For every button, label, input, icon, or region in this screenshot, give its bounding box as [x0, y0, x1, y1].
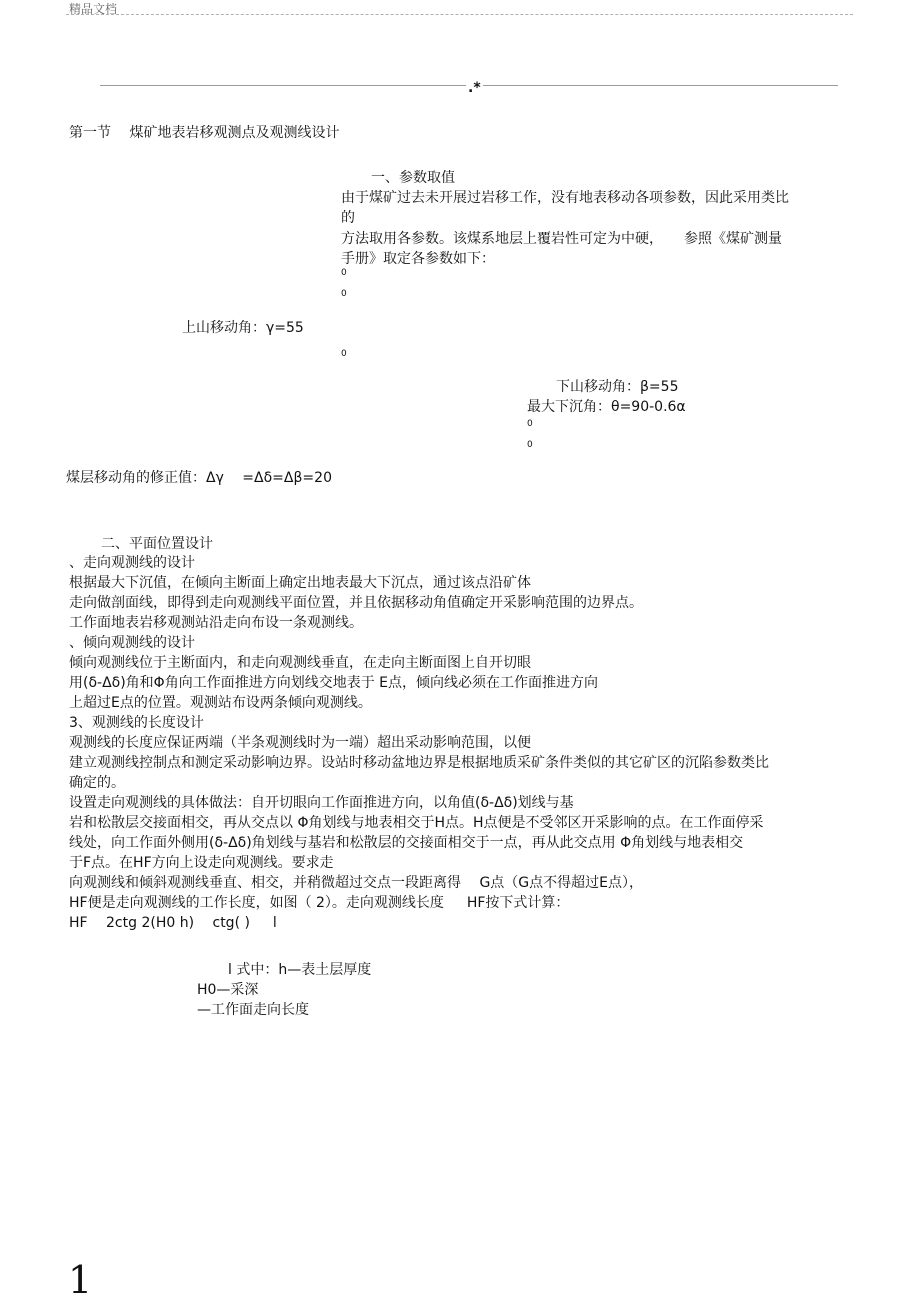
formula-h0-line: H0—采深	[197, 982, 259, 998]
degree-mark: 0	[527, 440, 533, 450]
plan-line: 确定的。	[69, 775, 125, 791]
watermark-text: 精品文档	[69, 2, 118, 16]
section-title: 第一节 煤矿地表岩移观测点及观测线设计	[69, 125, 340, 141]
formula-l-line: —工作面走向长度	[197, 1002, 309, 1018]
degree-mark: 0	[341, 268, 347, 278]
correction-value: 煤层移动角的修正值：Δγ =Δδ=Δβ=20	[66, 470, 332, 486]
plan-line: 、走向观测线的设计	[69, 555, 195, 571]
plan-line: 岩和松散层交接面相交，再从交点以 Φ角划线与地表相交于H点。H点便是不受邻区开采影响的点。在工作面停采	[69, 815, 764, 831]
length-formula: HF 2ctg 2(H0 h) ctg( ) l	[69, 915, 277, 931]
params-intro-line: 方法取用各参数。该煤系地层上覆岩性可定为中硬， 参照《煤矿测量	[341, 231, 782, 247]
plan-line: 线处，向工作面外侧用(δ-Δδ)角划线与基岩和松散层的交接面相交于一点，再从此交点用 Φ角划线与地表相交	[69, 835, 744, 851]
plan-line: HF便是走向观测线的工作长度，如图（ 2）。走向观测线长度 HF按下式计算：	[69, 895, 570, 911]
params-intro-line: 的	[341, 210, 355, 226]
plan-line: 上超过E点的位置。观测站布设两条倾向观测线。	[69, 695, 372, 711]
plan-line: 用(δ-Δδ)角和Φ角向工作面推进方向划线交地表于 E点，倾向线必须在工作面推进方向	[69, 675, 598, 691]
degree-mark: 0	[527, 419, 533, 429]
max-subsidence-angle: 最大下沉角：θ=90-0.6α	[527, 399, 686, 415]
header-center-mark: .*	[468, 80, 481, 96]
params-intro-line: 由于煤矿过去未开展过岩移工作，没有地表移动各项参数，因此采用类比	[341, 190, 789, 206]
plan-line: 根据最大下沉值，在倾向主断面上确定出地表最大下沉点，通过该点沿矿体	[69, 575, 531, 591]
formula-where-line: l 式中：h—表土层厚度	[228, 962, 372, 978]
plan-line: 倾向观测线位于主断面内，和走向观测线垂直，在走向主断面图上自开切眼	[69, 655, 531, 671]
page-number: 1	[68, 1258, 93, 1302]
header-dashed-rule	[66, 14, 853, 15]
degree-mark: 0	[341, 289, 347, 299]
plan-line: 3、观测线的长度设计	[69, 715, 204, 731]
plan-line: 、倾向观测线的设计	[69, 635, 195, 651]
plan-line: 于F点。在HF方向上设走向观测线。要求走	[69, 855, 334, 871]
params-intro-line: 手册》取定各参数如下：	[341, 251, 495, 267]
plan-line: 工作面地表岩移观测站沿走向布设一条观测线。	[69, 615, 363, 631]
downhill-angle: 下山移动角：β=55	[556, 379, 679, 395]
plan-line: 设置走向观测线的具体做法：自开切眼向工作面推进方向，以角值(δ-Δδ)划线与基	[69, 795, 574, 811]
params-heading: 一、参数取值	[371, 170, 455, 186]
plan-line: 建立观测线控制点和测定采动影响边界。设站时移动盆地边界是根据地质采矿条件类似的其它矿区的沉陷参数类比	[69, 755, 769, 771]
plan-heading: 二、平面位置设计	[101, 536, 213, 552]
plan-line: 观测线的长度应保证两端（半条观测线时为一端）超出采动影响范围，以便	[69, 735, 531, 751]
degree-mark: 0	[341, 349, 347, 359]
plan-line: 走向做剖面线，即得到走向观测线平面位置，并且依据移动角值确定开采影响范围的边界点。	[69, 595, 643, 611]
uphill-angle: 上山移动角：γ=55	[182, 320, 304, 336]
plan-line: 向观测线和倾斜观测线垂直、相交，并稍微超过交点一段距离得 G点（G点不得超过E点），	[69, 875, 643, 891]
